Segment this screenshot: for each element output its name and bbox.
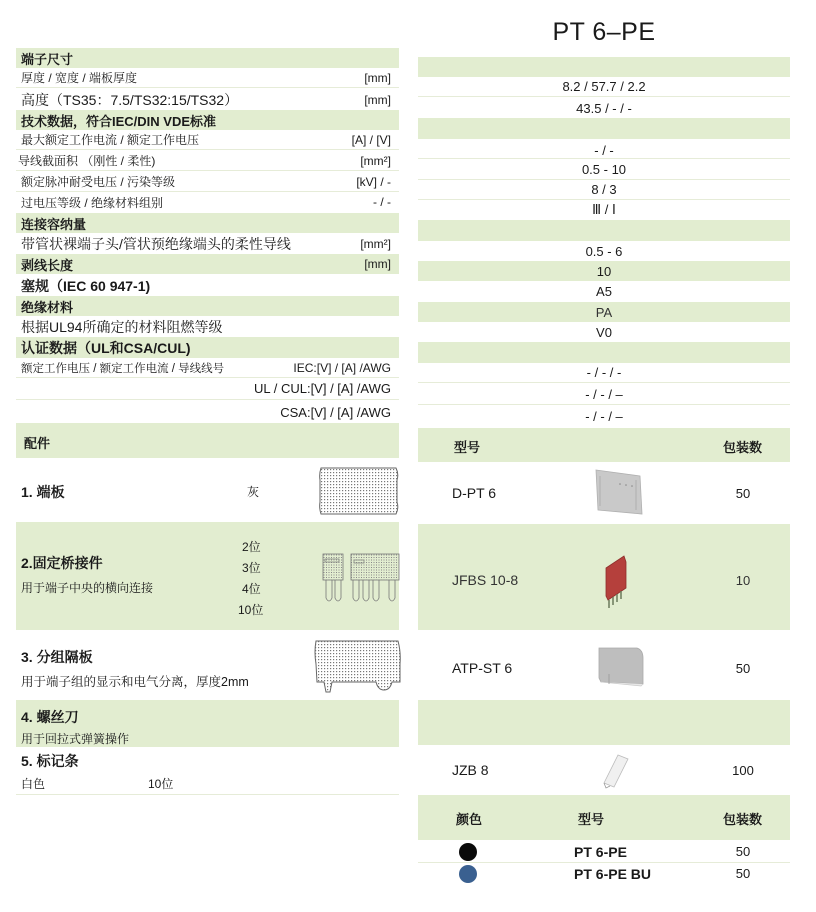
model-qty: 50 [735,486,751,501]
column-header-qty: 包装数 [723,440,763,455]
spec-label: 技术数据，符合IEC/DIN VDE标准 [21,113,217,129]
end-cover-photo-icon [590,468,646,518]
spec-header-strip-length [16,254,399,274]
spec-row [16,68,399,88]
accessory-title: 3. 分组隔板 [21,649,93,665]
color-model-qty: 50 [735,866,751,881]
black-color-swatch [459,843,477,861]
spec-header-certification [16,337,399,358]
accessory-row-end-cover [16,458,399,522]
accessory-desc: 用于端子中央的横向连接 [21,581,154,595]
spec-label: 认证数据（UL和CSA/CUL) [21,339,191,356]
accessory-row-screwdriver [16,700,399,747]
accessory-model-row [418,524,790,630]
spec-row [16,89,399,111]
accessory-title: 5. 标记条 [21,753,79,769]
spec-header-technical [16,110,399,130]
spec-label: 额定工作电压 / 额定工作电流 / 导线线号 [21,362,225,375]
model-name: ATP-ST 6 [452,660,513,676]
value-band [418,57,790,77]
spec-unit: [mm] [364,93,391,107]
marker-strip-photo-icon [596,753,636,791]
accessory-model-row-empty [418,700,790,745]
accessory-model-row [418,462,790,524]
spec-label: 根据UL94所确定的材料阻燃等级 [21,318,223,335]
spec-label: 连接容纳量 [21,216,87,232]
spec-unit: [mm] [364,257,391,271]
spec-label: 塞规（IEC 60 947-1) [21,277,151,294]
accessory-variant: 10位 [238,603,264,617]
color-row [418,863,790,886]
accessory-variant: 灰 [247,485,260,499]
model-name: JZB 8 [452,762,489,778]
spec-row [16,316,399,337]
color-row [418,840,790,863]
accessory-variant: 3位 [242,561,261,575]
value-cell: - / - [418,139,790,159]
spec-label: 导线截面积 （刚性 / 柔性) [18,154,156,168]
value-cell: 43.5 / - / - [576,100,632,116]
value-cell: PA [418,302,790,322]
model-qty: 10 [735,573,751,588]
column-header-model: 型号 [578,812,605,827]
value-cell: - / - / – [585,409,623,424]
value-cell: 0.5 - 6 [585,243,623,259]
color-table-header [418,795,790,840]
value-cell: - / - / – [418,384,790,405]
accessory-title: 1. 端板 [21,484,65,500]
accessory-variant: 4位 [242,582,261,596]
spec-unit: [mm] [364,70,391,85]
group-separator-drawing-icon [312,638,402,696]
column-header-qty: 包装数 [723,812,763,827]
value-cell: 10 [418,261,790,281]
spec-row [16,358,399,378]
accessories-header [16,423,399,458]
product-title: PT 6–PE [552,18,656,46]
spec-label: 高度（TS35：7.5/TS32:15/TS32） [21,92,239,108]
value-band [418,118,790,139]
model-qty: 100 [732,763,754,778]
spec-row [16,401,399,423]
value-cell: A5 [596,284,612,299]
spec-row [16,192,399,212]
model-qty: 50 [735,661,751,676]
accessory-desc: 用于端子组的显示和电气分离，厚度2mm [21,675,249,689]
spec-row [16,275,399,296]
accessory-row-group-separator [16,630,399,700]
value-band [418,220,790,241]
spec-label: 带管状裸端子头/管状预绝缘端头的柔性导线 [21,235,291,252]
bridge-photo-icon [598,552,638,612]
value-band [418,342,790,363]
value-cell: 8.2 / 57.7 / 2.2 [418,77,790,97]
value-cell: 0.5 - 10 [418,160,790,180]
spec-unit: [mm²] [360,153,391,168]
spec-unit: UL / CUL:[V] / [A] /AWG [253,381,391,396]
color-model-name: PT 6-PE [574,844,627,860]
spec-header-dimensions [16,48,399,68]
bridge-drawing-icon [321,552,401,608]
color-model-qty: 50 [735,844,751,859]
color-model-name: PT 6-PE BU [574,866,652,882]
spec-unit: [mm²] [360,236,391,251]
accessory-model-row [418,630,790,700]
value-cell: V0 [596,324,612,340]
accessory-title: 2.固定桥接件 [21,555,103,571]
spec-label: 端子尺寸 [21,51,74,67]
spec-row [16,130,399,150]
spec-row [16,151,399,171]
spec-header-insulation [16,296,399,316]
accessories-table-header [418,428,790,462]
value-cell: 8 / 3 [418,180,790,200]
spec-label: 额定脉冲耐受电压 / 污染等级 [21,175,176,189]
value-cell: - / - / - [418,363,790,383]
column-header-color: 颜色 [456,812,483,827]
accessory-desc: 白色 [21,777,46,791]
accessory-desc: 用于回拉式弹簧操作 [21,732,130,746]
spec-header-connection [16,213,399,233]
accessories-header-label: 配件 [24,436,51,451]
accessory-row-marker [16,747,399,795]
spec-unit: CSA:[V] / [A] /AWG [280,404,391,420]
model-name: D-PT 6 [452,485,497,501]
spec-row [16,172,399,192]
spec-label: 绝缘材料 [21,299,74,315]
end-cover-drawing-icon [318,466,400,516]
accessory-model-row [418,745,790,795]
accessory-row-bridge [16,522,399,630]
spec-row [16,378,399,400]
spec-unit: [A] / [V] [351,132,391,147]
spec-row [16,233,399,254]
model-name: JFBS 10-8 [452,572,519,588]
spec-label: 厚度 / 宽度 / 端板厚度 [21,71,138,85]
accessory-variant: 2位 [242,540,261,554]
value-cell: Ⅲ / Ⅰ [592,202,616,217]
group-separator-photo-icon [593,644,649,690]
spec-unit: - / - [373,195,391,209]
accessory-title: 4. 螺丝刀 [21,709,79,725]
spec-unit: IEC:[V] / [A] /AWG [293,360,391,375]
spec-label: 过电压等级 / 绝缘材料组别 [21,195,164,210]
blue-color-swatch [459,865,477,883]
spec-unit: [kV] / - [356,174,391,189]
accessory-variant: 10位 [148,777,174,791]
spec-label: 剥线长度 [21,257,74,273]
spec-label: 最大额定工作电流 / 额定工作电压 [21,133,200,147]
column-header-model: 型号 [454,440,481,455]
